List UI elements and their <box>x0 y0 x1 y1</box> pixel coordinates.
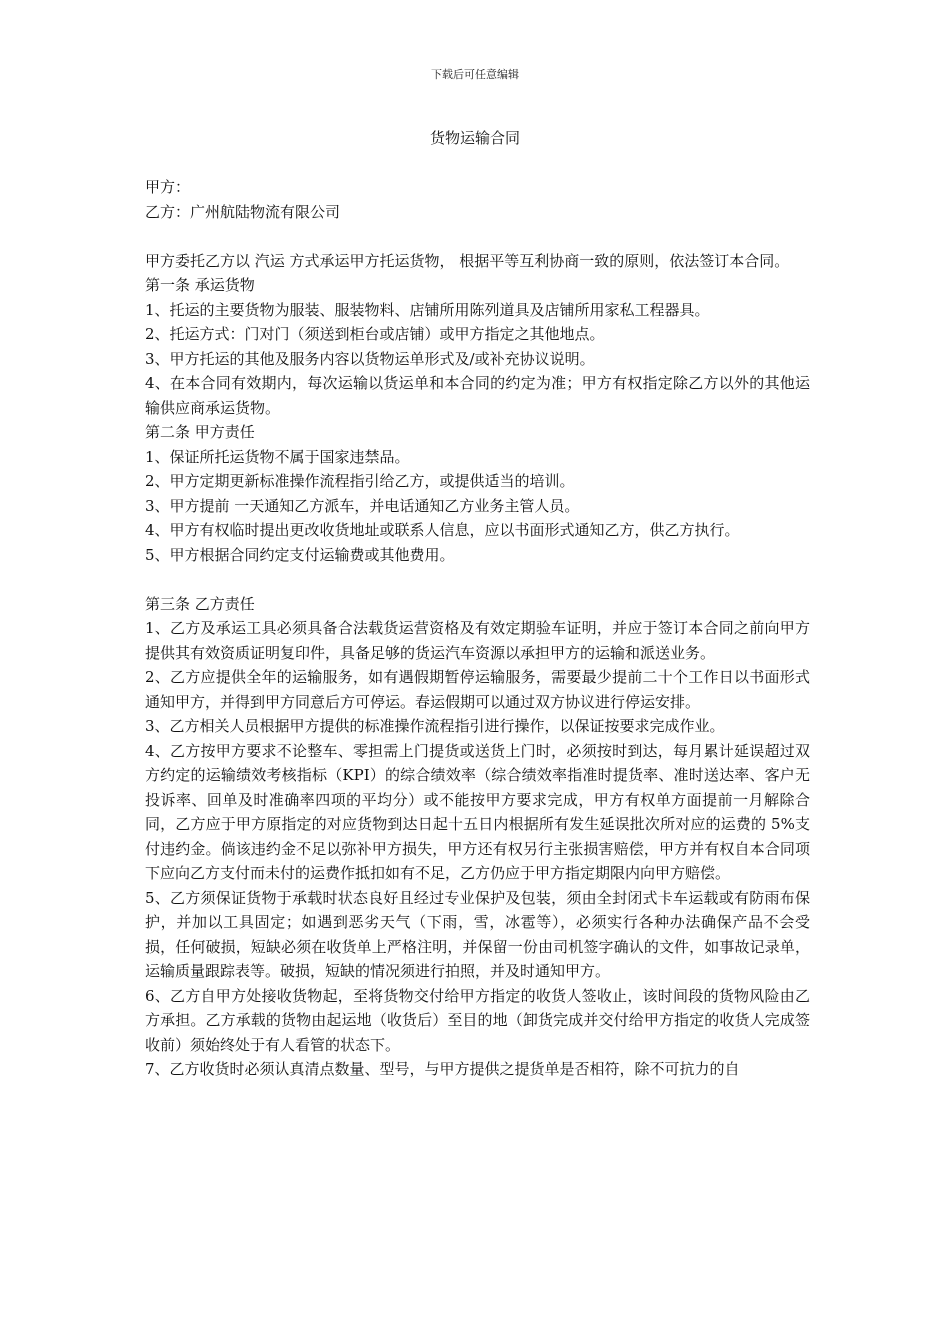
article-2-item: 3、甲方提前 一天通知乙方派车，并电话通知乙方业务主管人员。 <box>145 496 580 515</box>
article-2-item: 4、甲方有权临时提出更改收货地址或联系人信息，应以书面形式通知乙方，供乙方执行。 <box>145 521 740 539</box>
article-3-item: 3、乙方相关人员根据甲方提供的标准操作流程指引进行操作，以保证按要求完成作业。 <box>145 717 725 735</box>
article-3-item: 7、乙方收货时必须认真清点数量、型号，与甲方提供之提货单是否相符，除不可抗力的自 <box>145 1060 740 1078</box>
article-1-heading: 第一条 承运货物 <box>145 276 255 294</box>
article-2-heading: 第二条 甲方责任 <box>145 423 255 441</box>
intro-paragraph: 甲方委托乙方以 汽运 方式承运甲方托运货物， 根据平等互利协商一致的原则，依法签订本合同。 <box>145 251 790 270</box>
article-2-item: 5、甲方根据合同约定支付运输费或其他费用。 <box>145 545 455 564</box>
document-body <box>145 175 810 1082</box>
article-3-item: 6、乙方自甲方处接收货物起，至将货物交付给甲方指定的收货人签收止，该时间段的货物风险由乙方承担。乙方承载的货物由起运地（收货后）至目的地（卸货完成并交付给甲方指定的收货人完成签收前）须始终处于有人看管的状态下。 <box>145 986 810 1054</box>
article-3-item: 2、乙方应提供全年的运输服务，如有遇假期暂停运输服务，需要最少提前二十个工作日以书面形式通知甲方，并得到甲方同意后方可停运。春运假期可以通过双方协议进行停运安排。 <box>145 668 810 711</box>
article-1-item: 4、在本合同有效期内，每次运输以货运单和本合同的约定为准；甲方有权指定除乙方以外的其他运输供应商承运货物。 <box>145 374 810 417</box>
article-1-item: 1、托运的主要货物为服装、服装物料、店铺所用陈列道具及店铺所用家私工程器具。 <box>145 300 710 319</box>
party-b-line: 乙方：广州航陆物流有限公司 <box>145 202 341 221</box>
blank-line <box>145 224 810 249</box>
blank-line <box>145 567 810 592</box>
article-2-item: 2、甲方定期更新标准操作流程指引给乙方，或提供适当的培训。 <box>145 472 575 490</box>
article-3-heading: 第三条 乙方责任 <box>145 594 255 613</box>
article-1-item: 2、托运方式：门对门（须送到柜台或店铺）或甲方指定之其他地点。 <box>145 325 605 343</box>
party-a-line: 甲方： <box>145 178 191 196</box>
document-title: 货物运输合同 <box>429 129 520 147</box>
article-1-item: 3、甲方托运的其他及服务内容以货物运单形式及/或补充协议说明。 <box>145 349 595 368</box>
article-3-item: 5、乙方须保证货物于承载时状态良好且经过专业保护及包装，须由全封闭式卡车运载或有防雨布保护，并加以工具固定；如遇到恶劣天气（下雨，雪，冰雹等），必须实行各种办法确保产品不会受损，任何破损，短缺必须在收货单上严格注明，并保留一份由司机签字确认的文件，如事故记录单，运输质量跟踪表等。破损，短缺的情况须进行拍照，并及时通知甲方。 <box>145 888 810 980</box>
article-2-item: 1、保证所托运货物不属于国家违禁品。 <box>145 447 410 466</box>
article-3-item: 1、乙方及承运工具必须具备合法载货运营资格及有效定期验车证明，并应于签订本合同之前向甲方提供其有效资质证明复印件，具备足够的货运汽车资源以承担甲方的运输和派送业务。 <box>145 619 810 662</box>
article-3-item: 4、乙方按甲方要求不论整车、零担需上门提货或送货上门时，必须按时到达，每月累计延误超过双方约定的运输绩效考核指标（KPI）的综合绩效率（综合绩效率指准时提货率、准时送达率、客户无投诉率、回单及时准确率四项的平均分）或不能按甲方要求完成，甲方有权单方面提前一月解除合同，乙方应于甲方原指定的对应货物到达日起十五日内根据所有发生延误批次所对应的运费的 5%支付违约金。倘该违约金不足以弥补甲方损失，甲方还有权另行主张损害赔偿，甲方并有权自本合同项下应向乙方支付而未付的运费作抵扣如有不足，乙方仍应于甲方指定期限内向甲方赔偿。 <box>145 741 810 882</box>
header-note: 下载后可任意编辑 <box>431 68 519 81</box>
